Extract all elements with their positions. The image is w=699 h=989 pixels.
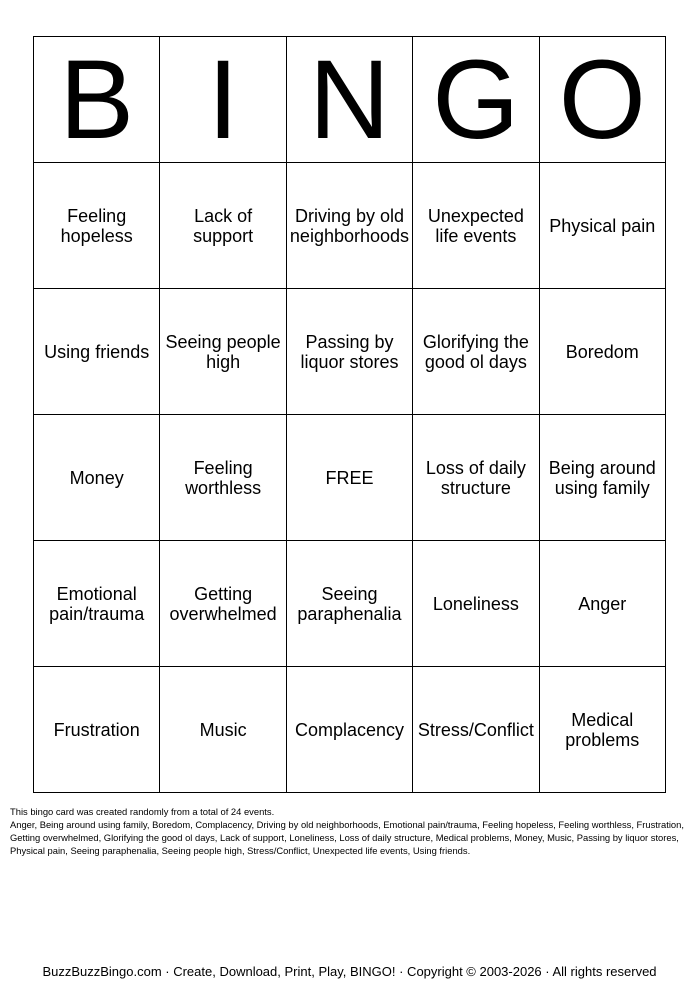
card-cell: Getting overwhelmed: [160, 541, 286, 667]
header-row: [34, 37, 666, 163]
header-letter-g: G: [413, 37, 539, 163]
card-cell: Physical pain: [539, 163, 665, 289]
card-footnote: [10, 805, 692, 857]
header-letter-i: I: [160, 37, 286, 163]
card-cell: Unexpected life events: [413, 163, 539, 289]
card-cell: Passing by liquor stores: [286, 289, 412, 415]
card-cell: Emotional pain/trauma: [34, 541, 160, 667]
card-cell: Being around using family: [539, 415, 665, 541]
card-cell: Complacency: [286, 667, 412, 793]
card-cell: Seeing people high: [160, 289, 286, 415]
card-cell: Loss of daily structure: [413, 415, 539, 541]
card-cell: Music: [160, 667, 286, 793]
free-cell: FREE: [286, 415, 412, 541]
card-cell: Feeling hopeless: [34, 163, 160, 289]
card-cell: Medical problems: [539, 667, 665, 793]
card-cell: Glorifying the good ol days: [413, 289, 539, 415]
card-row: [34, 667, 666, 793]
card-cell: Anger: [539, 541, 665, 667]
header-letter-b: B: [34, 37, 160, 163]
header-letter-n: N: [286, 37, 412, 163]
card-row: [34, 541, 666, 667]
card-cell: Lack of support: [160, 163, 286, 289]
card-cell: Stress/Conflict: [413, 667, 539, 793]
card-cell: Money: [34, 415, 160, 541]
card-cell: Seeing paraphenalia: [286, 541, 412, 667]
card-row: [34, 289, 666, 415]
card-cell: Driving by old neighborhoods: [286, 163, 412, 289]
header-letter-o: O: [539, 37, 665, 163]
card-cell: Boredom: [539, 289, 665, 415]
site-footer: BuzzBuzzBingo.com · Create, Download, Print, Play, BINGO! · Copyright © 2003-2026 · All rights reserved: [42, 964, 657, 979]
card-row: [34, 415, 666, 541]
footnote-event-list: Anger, Being around using family, Boredom, Complacency, Driving by old neighborhoods, Emotional pain/trauma, Feeling hopeless, Feeling worthless, Frustration, Getting overwhelmed, Glorifying the good ol days, Lack of support, Loneliness, Loss of daily structure, Medical problems, Money, Music, Passing by liquor stores, Physical pain, Seeing paraphenalia, Seeing people high, Stress/Conflict, Unexpected life events, Using friends.: [10, 819, 684, 856]
footnote-summary: This bingo card was created randomly from a total of 24 events.: [10, 806, 275, 817]
bingo-card: [33, 36, 666, 793]
card-row: [34, 163, 666, 289]
card-cell: Using friends: [34, 289, 160, 415]
card-cell: Loneliness: [413, 541, 539, 667]
card-cell: Feeling worthless: [160, 415, 286, 541]
card-cell: Frustration: [34, 667, 160, 793]
